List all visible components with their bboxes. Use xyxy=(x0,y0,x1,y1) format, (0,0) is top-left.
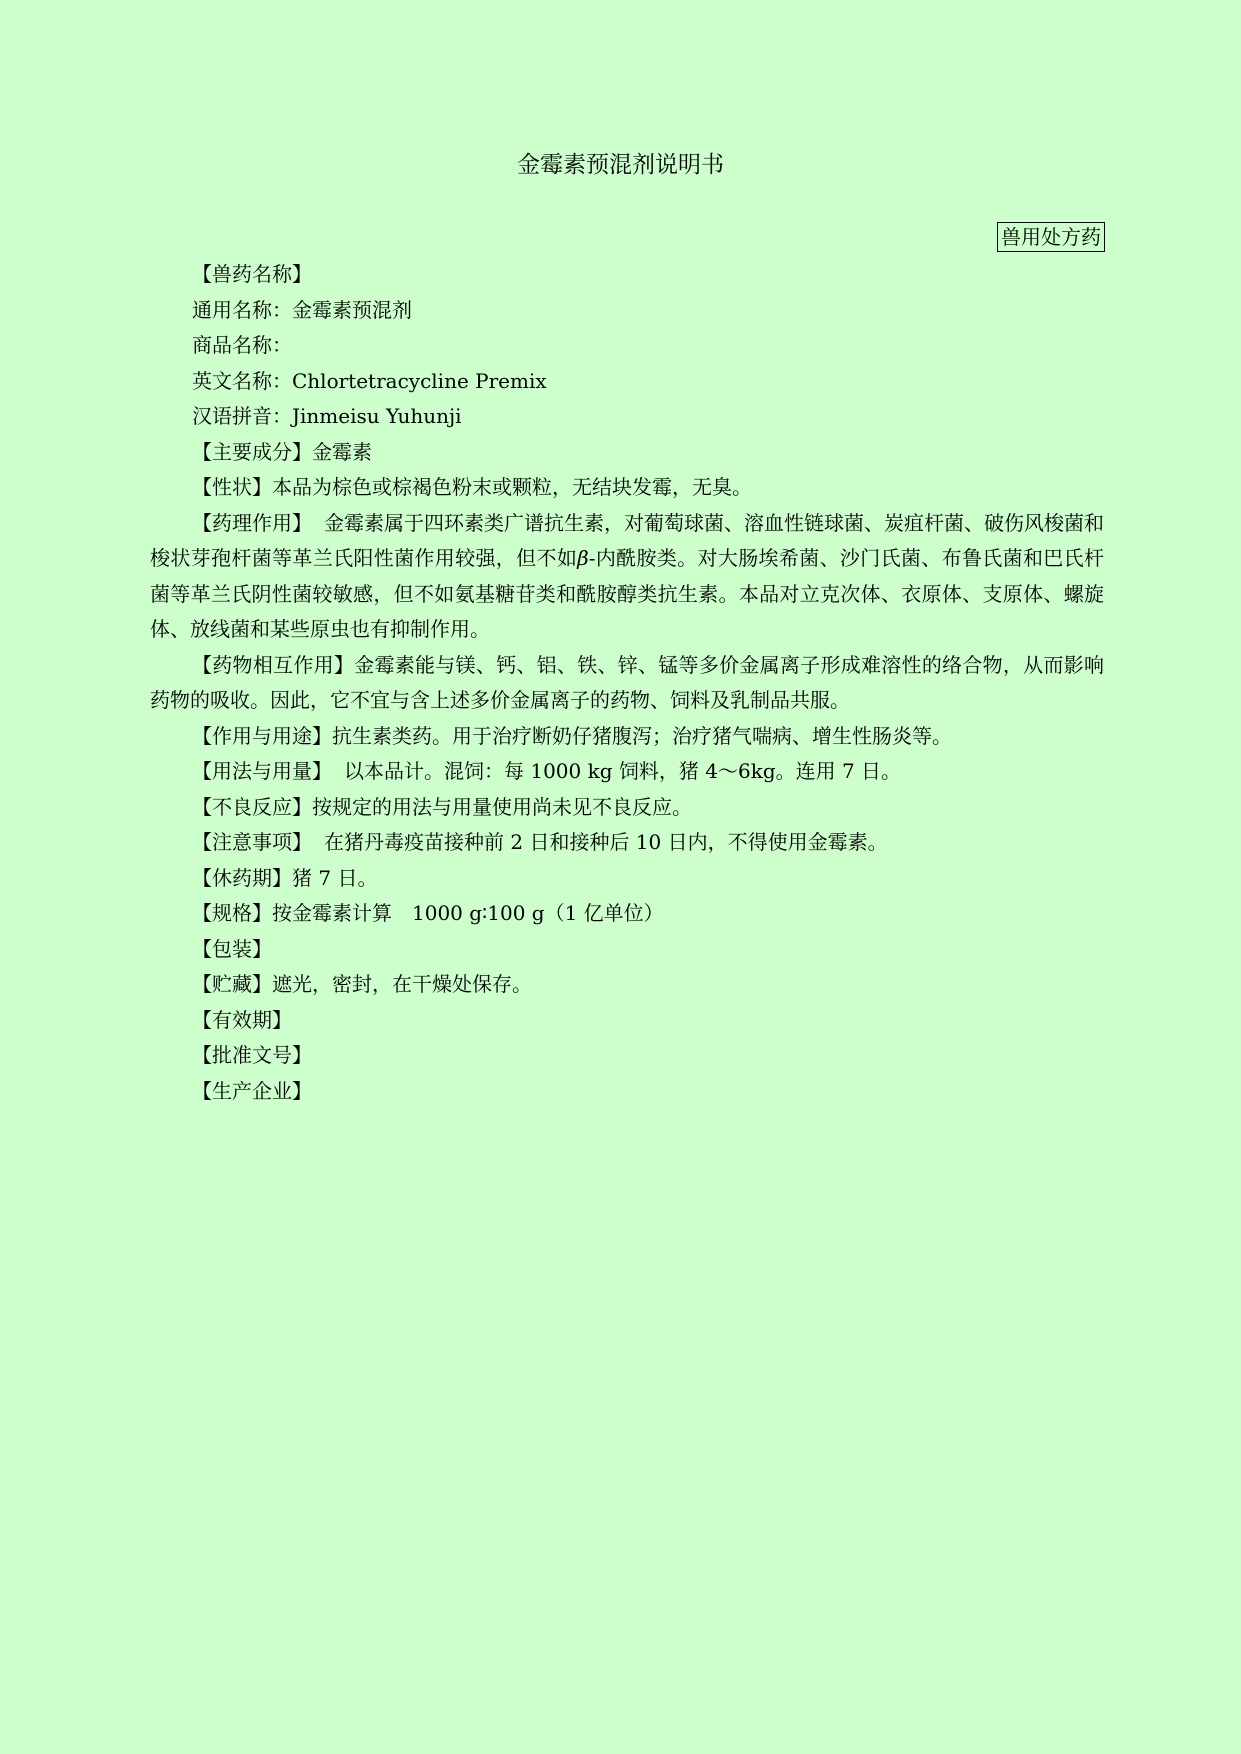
field-value: 金霉素预混剂 xyxy=(292,297,412,322)
section-text: 金霉素 xyxy=(312,439,372,464)
section-text: 猪 7 日。 xyxy=(292,865,378,890)
section-text: 金霉素属于四环素类广谱抗生素，对葡萄球菌、溶血性链球菌、炭疽杆菌、破伤风梭菌和梭状芽孢杆菌等革兰氏阳性菌作用较强，但不如 xyxy=(150,510,1104,570)
section-text: 抗生素类药。用于治疗断奶仔猪腹泻；治疗猪气喘病、增生性肠炎等。 xyxy=(332,723,952,748)
section-text: 本品为棕色或棕褐色粉末或颗粒，无结块发霉，无臭。 xyxy=(272,475,752,499)
section-interaction xyxy=(150,648,1104,719)
leaflet-body xyxy=(150,257,1104,1109)
section-ingredient xyxy=(150,435,1104,471)
section-heading: 【兽药名称】 xyxy=(192,262,312,286)
section-heading: 【贮藏】 xyxy=(192,972,272,996)
english-name-row xyxy=(150,364,1104,400)
field-label: 商品名称： xyxy=(192,333,292,357)
section-storage xyxy=(150,967,1104,1003)
section-heading: 【主要成分】 xyxy=(192,439,312,464)
section-text: 以本品计。混饲：每 1000 kg 饲料，猪 4～6kg。连用 7 日。 xyxy=(344,759,902,783)
section-text: 在猪丹毒疫苗接种前 2 日和接种后 10 日内，不得使用金霉素。 xyxy=(324,830,888,854)
section-adverse xyxy=(150,790,1104,826)
section-heading: 【药物相互作用】 xyxy=(192,652,355,677)
section-heading: 【休药期】 xyxy=(192,865,292,890)
section-appearance xyxy=(150,470,1104,506)
section-approval xyxy=(150,1038,1104,1074)
section-precautions xyxy=(150,825,1104,861)
section-validity xyxy=(150,1003,1104,1039)
section-heading: 【用法与用量】 xyxy=(192,759,332,783)
generic-name-row xyxy=(150,293,1104,329)
section-text: 遮光，密封，在干燥处保存。 xyxy=(272,972,532,996)
section-heading: 【注意事项】 xyxy=(192,830,312,854)
section-dosage xyxy=(150,754,1104,790)
section-heading: 【性状】 xyxy=(192,475,272,499)
section-heading: 【批准文号】 xyxy=(192,1043,312,1067)
field-label: 英文名称： xyxy=(192,368,292,393)
section-text: -内酰胺类。对大肠埃希菌、沙门氏菌、布鲁氏菌和巴氏杆菌等革兰氏阴性菌较敏感，但不如氨基糖苷类和酰胺醇类抗生素。本品对立克次体、衣原体、支原体、螺旋体、放线菌和某些原虫也有抑制作用。 xyxy=(150,546,1104,641)
section-indications xyxy=(150,719,1104,755)
section-pharmacology xyxy=(150,506,1104,648)
page-title: 金霉素预混剂说明书 xyxy=(517,152,724,178)
beta-symbol: β xyxy=(577,546,589,570)
section-manufacturer xyxy=(150,1074,1104,1110)
section-text: 按金霉素计算 1000 g∶100 g（1 亿单位） xyxy=(272,901,664,925)
section-heading: 【包装】 xyxy=(192,936,272,961)
section-text: 按规定的用法与用量使用尚未见不良反应。 xyxy=(312,794,692,819)
pinyin-row xyxy=(150,399,1104,435)
section-heading: 【规格】 xyxy=(192,901,272,925)
field-value: Jinmeisu Yuhunji xyxy=(292,404,462,428)
section-packaging xyxy=(150,932,1104,968)
section-heading: 【不良反应】 xyxy=(192,794,312,819)
prescription-badge: 兽用处方药 xyxy=(997,222,1105,252)
section-heading: 【药理作用】 xyxy=(192,510,312,535)
section-text: 金霉素能与镁、钙、铝、铁、锌、锰等多价金属离子形成难溶性的络合物，从而影响药物的吸收。因此，它不宜与含上述多价金属离子的药物、饲料及乳制品共服。 xyxy=(150,652,1105,712)
field-label: 汉语拼音： xyxy=(192,404,292,428)
section-heading: 【作用与用途】 xyxy=(192,723,332,748)
trade-name-row xyxy=(150,328,1104,364)
section-drug-name xyxy=(150,257,1104,293)
section-withdrawal xyxy=(150,861,1104,897)
section-heading: 【生产企业】 xyxy=(192,1078,312,1103)
section-specification xyxy=(150,896,1104,932)
section-heading: 【有效期】 xyxy=(192,1007,292,1032)
field-value: Chlortetracycline Premix xyxy=(292,368,547,393)
field-label: 通用名称： xyxy=(192,297,292,322)
